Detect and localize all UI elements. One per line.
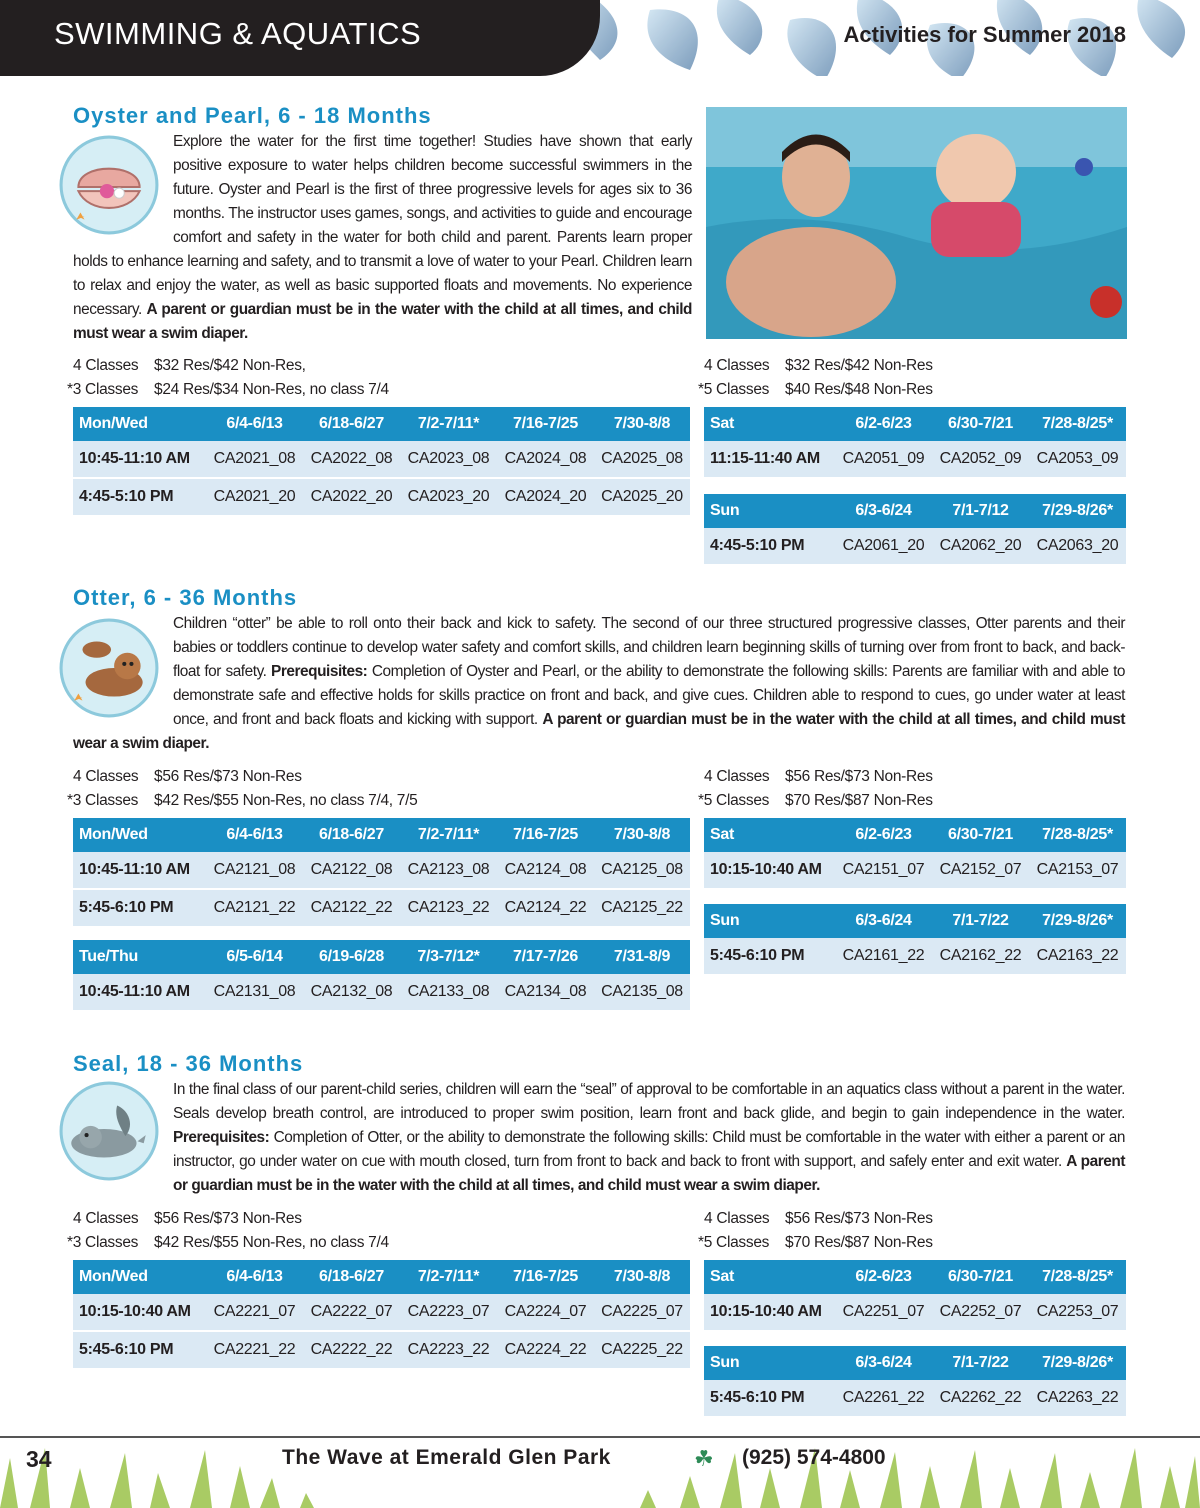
otter-note: A parent or guardian must be in the water with the child at all times, and child must wear a swim diaper.	[73, 711, 1126, 752]
oyster-text: Explore the water for the first time together! Studies have shown that early positive exposure to water helps children become successful swimmers in the future. Oyster and Pearl is the first of three progressive levels for ages six to 36 months. The instructor uses games, songs, and activities to guide and encourage comfort and safety in the water for both child and parent. Parents learn proper holds to enhance learning and safety, and to transmit a love of water to your Pearl. Children learn to relax and enjoy the water, as well as basic supported floats and movements. No experience necessary.	[73, 133, 692, 318]
price-amount: $70 Res/$87 Non-Res	[785, 792, 933, 809]
course-code: CA2022_08	[303, 441, 400, 478]
class-time: 5:45-6:10 PM	[704, 1380, 835, 1416]
course-code: CA2124_08	[497, 852, 594, 889]
course-code: CA2221_22	[206, 1331, 303, 1368]
schedule-days: Mon/Wed	[73, 407, 206, 441]
course-code: CA2124_22	[497, 889, 594, 926]
session-dates: 6/4-6/13	[206, 1260, 303, 1294]
otter-title: Otter, 6 - 36 Months	[73, 585, 298, 610]
oyster-sun-table	[704, 494, 1126, 564]
shamrock-icon: ☘	[694, 1446, 714, 1471]
session-dates: 7/16-7/25	[497, 818, 594, 852]
course-code: CA2024_20	[497, 478, 594, 515]
course-code: CA2251_07	[835, 1294, 932, 1330]
session-dates: 7/1-7/22	[932, 1346, 1029, 1380]
price-amount: $42 Res/$55 Non-Res, no class 7/4, 7/5	[154, 792, 418, 809]
schedule-days: Sat	[704, 1260, 835, 1294]
schedule-days: Sat	[704, 818, 835, 852]
session-dates: 7/2-7/11*	[400, 1260, 497, 1294]
schedule-days: Sun	[704, 494, 835, 528]
schedule-days: Sun	[704, 904, 835, 938]
class-time: 10:45-11:10 AM	[73, 852, 206, 889]
table-row	[704, 852, 1126, 888]
price-count: 4 Classes	[704, 1210, 770, 1227]
seal-prereq-label: Prerequisites:	[173, 1129, 270, 1146]
session-dates: 6/3-6/24	[835, 494, 932, 528]
price-amount: $24 Res/$34 Non-Res, no class 7/4	[154, 381, 389, 398]
course-code: CA2222_22	[303, 1331, 400, 1368]
schedule-header-row	[704, 1260, 1126, 1294]
price-amount: $56 Res/$73 Non-Res	[154, 768, 302, 785]
schedule-header-row	[704, 818, 1126, 852]
price-amount: $32 Res/$42 Non-Res	[785, 357, 933, 374]
session-dates: 6/18-6/27	[303, 407, 400, 441]
course-code: CA2021_20	[206, 478, 303, 515]
page-number: 34	[26, 1446, 52, 1472]
session-dates: 7/1-7/22	[932, 904, 1029, 938]
price-amount: $42 Res/$55 Non-Res, no class 7/4	[154, 1234, 389, 1251]
course-code: CA2123_22	[400, 889, 497, 926]
schedule-header-row	[704, 904, 1126, 938]
parent-and-baby-in-pool-photo	[706, 107, 1127, 339]
oyster-monwed-table	[73, 407, 690, 515]
table-row	[73, 478, 690, 515]
course-code: CA2053_09	[1029, 441, 1126, 477]
otter-sat-table	[704, 818, 1126, 888]
class-time: 4:45-5:10 PM	[704, 528, 835, 564]
course-code: CA2153_07	[1029, 852, 1126, 888]
course-code: CA2163_22	[1029, 938, 1126, 974]
oyster-pearl-badge-icon	[58, 134, 160, 236]
session-dates: 7/29-8/26*	[1029, 1346, 1126, 1380]
session-dates: 7/2-7/11*	[400, 407, 497, 441]
course-code: CA2221_07	[206, 1294, 303, 1331]
course-code: CA2023_08	[400, 441, 497, 478]
course-code: CA2121_22	[206, 889, 303, 926]
table-row	[73, 852, 690, 889]
price-count: 4 Classes	[73, 1210, 139, 1227]
course-code: CA2025_08	[594, 441, 690, 478]
course-code: CA2051_09	[835, 441, 932, 477]
table-row	[704, 528, 1126, 564]
course-code: CA2131_08	[206, 974, 303, 1010]
session-dates: 7/17-7/26	[497, 940, 594, 974]
class-time: 5:45-6:10 PM	[704, 938, 835, 974]
session-dates: 7/28-8/25*	[1029, 1260, 1126, 1294]
session-dates: 6/30-7/21	[932, 1260, 1029, 1294]
course-code: CA2262_22	[932, 1380, 1029, 1416]
price-count: 4 Classes	[704, 357, 770, 374]
course-code: CA2223_22	[400, 1331, 497, 1368]
schedule-header-row	[73, 1260, 690, 1294]
otter-text-1: Children “otter” be able to roll onto their back and kick to safety. The second of our three structured progressive classes, Otter parents and their babies or toddlers continue to develop water safety and comfort skills, and children learn beginning skills of turning over from front to back, and back-float for safety.	[173, 615, 1125, 680]
schedule-days: Mon/Wed	[73, 818, 206, 852]
course-code: CA2123_08	[400, 852, 497, 889]
course-code: CA2024_08	[497, 441, 594, 478]
session-dates: 6/4-6/13	[206, 818, 303, 852]
session-dates: 7/2-7/11*	[400, 818, 497, 852]
session-dates: 6/18-6/27	[303, 818, 400, 852]
course-code: CA2152_07	[932, 852, 1029, 888]
session-dates: 6/19-6/28	[303, 940, 400, 974]
seal-text-2: Completion of Otter, or the ability to demonstrate the following skills: Child must be comfortable in the water with either a parent or an instructor, go under water on cue with mouth closed, turn from front to back and back to front with support, and safely enter and exit water.	[173, 1129, 1125, 1170]
session-dates: 6/4-6/13	[206, 407, 303, 441]
course-code: CA2162_22	[932, 938, 1029, 974]
price-amount: $56 Res/$73 Non-Res	[785, 768, 933, 785]
seal-price-left	[67, 1207, 389, 1255]
session-dates: 6/5-6/14	[206, 940, 303, 974]
otter-text-2: Completion of Oyster and Pearl, or the ability to demonstrate the following skills: Parents are familiar with and able to demonstrate safe and effective holds for skills practice on front and back, and give cues. Children able to respond to cues, go under water at least once, and front and back floats and kicking with support.	[173, 663, 1125, 728]
oyster-price-left	[67, 354, 389, 402]
course-code: CA2224_22	[497, 1331, 594, 1368]
seal-sat-table	[704, 1260, 1126, 1330]
course-code: CA2061_20	[835, 528, 932, 564]
otter-price-left	[67, 765, 418, 813]
table-row	[704, 1380, 1126, 1416]
session-dates: 7/16-7/25	[497, 407, 594, 441]
table-row	[73, 889, 690, 926]
table-row	[73, 1294, 690, 1331]
session-dates: 6/2-6/23	[835, 407, 932, 441]
course-code: CA2063_20	[1029, 528, 1126, 564]
class-time: 10:15-10:40 AM	[73, 1294, 206, 1331]
price-count: 4 Classes	[73, 357, 139, 374]
session-dates: 7/30-8/8	[594, 1260, 690, 1294]
seal-description	[73, 1078, 1125, 1198]
table-row	[73, 974, 690, 1010]
price-amount: $70 Res/$87 Non-Res	[785, 1234, 933, 1251]
seal-badge-icon	[58, 1080, 160, 1182]
course-code: CA2121_08	[206, 852, 303, 889]
venue-name: The Wave at Emerald Glen Park	[282, 1446, 611, 1469]
schedule-header-row	[73, 407, 690, 441]
course-code: CA2133_08	[400, 974, 497, 1010]
otter-badge-icon	[58, 617, 160, 719]
schedule-days: Mon/Wed	[73, 1260, 206, 1294]
session-dates: 7/31-8/9	[594, 940, 690, 974]
course-code: CA2025_20	[594, 478, 690, 515]
table-row	[73, 1331, 690, 1368]
session-dates: 6/30-7/21	[932, 818, 1029, 852]
oyster-note: A parent or guardian must be in the water with the child at all times, and child must wear a swim diaper.	[73, 301, 692, 342]
section-title: SWIMMING & AQUATICS	[54, 16, 422, 51]
course-code: CA2052_09	[932, 441, 1029, 477]
course-code: CA2252_07	[932, 1294, 1029, 1330]
class-time: 4:45-5:10 PM	[73, 478, 206, 515]
page-header	[0, 0, 1200, 76]
class-time: 11:15-11:40 AM	[704, 441, 835, 477]
seal-price-right	[698, 1207, 933, 1255]
course-code: CA2261_22	[835, 1380, 932, 1416]
class-time: 10:15-10:40 AM	[704, 852, 835, 888]
seal-sun-table	[704, 1346, 1126, 1416]
otter-tuethu-table	[73, 940, 690, 1010]
price-count: *5 Classes	[698, 381, 770, 398]
class-time: 5:45-6:10 PM	[73, 889, 206, 926]
schedule-days: Tue/Thu	[73, 940, 206, 974]
seal-monwed-table	[73, 1260, 690, 1368]
otter-monwed-table	[73, 818, 690, 926]
table-row	[704, 1294, 1126, 1330]
price-amount: $56 Res/$73 Non-Res	[785, 1210, 933, 1227]
course-code: CA2125_08	[594, 852, 690, 889]
class-time: 10:15-10:40 AM	[704, 1294, 835, 1330]
course-code: CA2122_22	[303, 889, 400, 926]
session-dates: 7/30-8/8	[594, 407, 690, 441]
course-code: CA2122_08	[303, 852, 400, 889]
session-dates: 7/29-8/26*	[1029, 904, 1126, 938]
season-subtitle: Activities for Summer 2018	[843, 22, 1126, 47]
price-count: *5 Classes	[698, 792, 770, 809]
course-code: CA2021_08	[206, 441, 303, 478]
course-code: CA2023_20	[400, 478, 497, 515]
table-row	[704, 938, 1126, 974]
schedule-days: Sun	[704, 1346, 835, 1380]
course-code: CA2225_07	[594, 1294, 690, 1331]
otter-price-right	[698, 765, 933, 813]
oyster-description-block	[73, 130, 692, 346]
session-dates: 7/16-7/25	[497, 1260, 594, 1294]
session-dates: 6/30-7/21	[932, 407, 1029, 441]
course-code: CA2062_20	[932, 528, 1029, 564]
section-tab	[0, 0, 600, 76]
price-amount: $56 Res/$73 Non-Res	[154, 1210, 302, 1227]
session-dates: 7/3-7/12*	[400, 940, 497, 974]
schedule-days: Sat	[704, 407, 835, 441]
table-row	[704, 441, 1126, 477]
session-dates: 6/3-6/24	[835, 904, 932, 938]
course-code: CA2225_22	[594, 1331, 690, 1368]
course-code: CA2125_22	[594, 889, 690, 926]
course-code: CA2263_22	[1029, 1380, 1126, 1416]
session-dates: 7/1-7/12	[932, 494, 1029, 528]
price-count: *3 Classes	[67, 792, 139, 809]
session-dates: 7/30-8/8	[594, 818, 690, 852]
oyster-sat-table	[704, 407, 1126, 477]
course-code: CA2151_07	[835, 852, 932, 888]
schedule-header-row	[704, 1346, 1126, 1380]
price-count: 4 Classes	[704, 768, 770, 785]
seal-title: Seal, 18 - 36 Months	[73, 1051, 304, 1076]
class-time: 10:45-11:10 AM	[73, 974, 206, 1010]
session-dates: 6/2-6/23	[835, 1260, 932, 1294]
class-time: 5:45-6:10 PM	[73, 1331, 206, 1368]
course-code: CA2022_20	[303, 478, 400, 515]
seal-text-1: In the final class of our parent-child series, children will earn the “seal” of approval to be comfortable in an aquatics class without a parent in the water. Seals develop breath control, are introduced to proper swim position, learn front and back glide, and begin to gain independence in the water.	[173, 1081, 1125, 1122]
course-code: CA2224_07	[497, 1294, 594, 1331]
price-amount: $40 Res/$48 Non-Res	[785, 381, 933, 398]
price-amount: $32 Res/$42 Non-Res,	[154, 357, 306, 374]
session-dates: 6/3-6/24	[835, 1346, 932, 1380]
oyster-price-right	[698, 354, 933, 402]
seal-note: A parent or guardian must be in the water with the child at all times, and child must wear a swim diaper.	[173, 1153, 1125, 1194]
table-row	[73, 441, 690, 478]
schedule-header-row	[73, 818, 690, 852]
session-dates: 6/2-6/23	[835, 818, 932, 852]
price-count: *3 Classes	[67, 381, 139, 398]
schedule-header-row	[704, 407, 1126, 441]
otter-description	[73, 612, 1125, 756]
venue-phone: (925) 574-4800	[742, 1446, 886, 1469]
course-code: CA2134_08	[497, 974, 594, 1010]
course-code: CA2223_07	[400, 1294, 497, 1331]
class-time: 10:45-11:10 AM	[73, 441, 206, 478]
session-dates: 7/28-8/25*	[1029, 818, 1126, 852]
session-dates: 7/29-8/26*	[1029, 494, 1126, 528]
oyster-title: Oyster and Pearl, 6 - 18 Months	[73, 103, 432, 128]
session-dates: 7/28-8/25*	[1029, 407, 1126, 441]
session-dates: 6/18-6/27	[303, 1260, 400, 1294]
course-code: CA2132_08	[303, 974, 400, 1010]
schedule-header-row	[73, 940, 690, 974]
price-count: *5 Classes	[698, 1234, 770, 1251]
course-code: CA2253_07	[1029, 1294, 1126, 1330]
course-code: CA2222_07	[303, 1294, 400, 1331]
otter-prereq-label: Prerequisites:	[271, 663, 368, 680]
course-code: CA2161_22	[835, 938, 932, 974]
course-code: CA2135_08	[594, 974, 690, 1010]
price-count: 4 Classes	[73, 768, 139, 785]
price-count: *3 Classes	[67, 1234, 139, 1251]
schedule-header-row	[704, 494, 1126, 528]
otter-sun-table	[704, 904, 1126, 974]
